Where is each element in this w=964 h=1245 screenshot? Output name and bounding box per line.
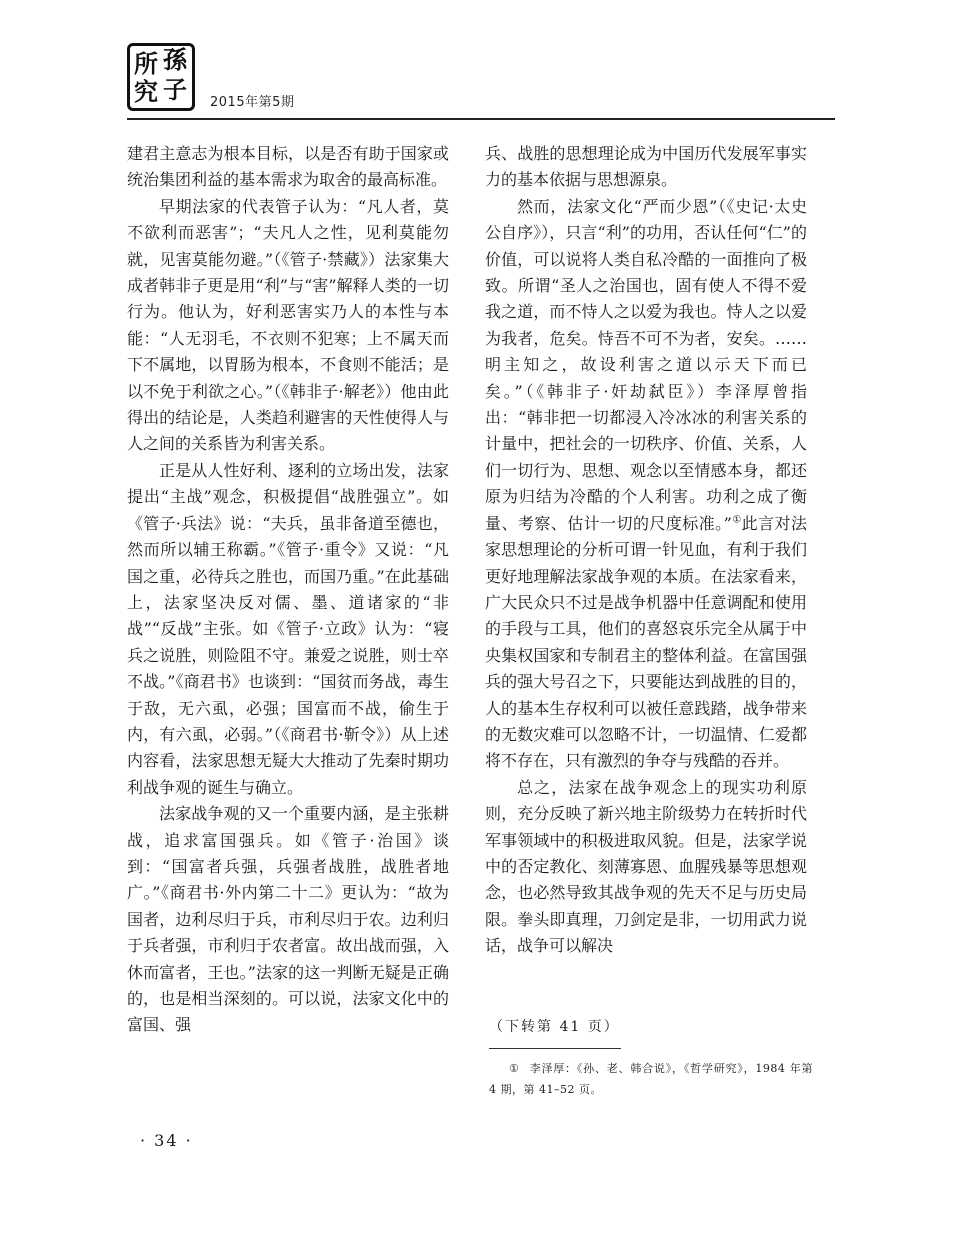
footnote [489,1058,813,1100]
paragraph: 总之，法家在战争观念上的现实功利原则，充分反映了新兴地主阶级势力在转折时代军事领域中的积极进取风貌。但是，法家学说中的否定教化、刻薄寡恩、血腥残暴等思想观念，也必然导致其战争观的先天不足与历史局限。拳头即真理，刀剑定是非，一切用武力说话，战争可以解决 [485,777,807,956]
paragraph-with-footnote [485,194,807,775]
right-column [485,141,807,960]
paragraph: 兵、战胜的思想理论成为中国历代发展军事实力的基本依据与思想源泉。 [485,144,807,190]
logo-char: 子 [163,75,187,104]
footnote-reference[interactable]: ① [731,514,742,526]
issue-label: 2015年第5期 [210,95,295,110]
journal-logo [127,43,195,111]
paragraph-text: 此言对法家思想理论的分析可谓一针见血，有利于我们更好地理解法家战争观的本质。在法家看来，广大民众只不过是战争机器中任意调配和使用的手段与工具，他们的喜怒哀乐完全从属于中央集权国家和专制君主的整体利益。在富国强兵的强大号召之下，只要能达到战胜的目的，人的基本生存权利可以被任意践踏，战争带来的无数灾难可以忽略不计，一切温情、仁爱都将不存在，只有激烈的争夺与残酷的吞并。 [485,513,807,771]
logo-char: 所 [134,49,158,78]
header-divider [127,118,835,120]
footnote-divider [489,1048,621,1049]
footnote-mark: ① [509,1062,520,1075]
paragraph-text: 然而，法家文化“严而少恩”（《史记·太史公自序》），只言“利”的功用，否认任何“仁”的价值，可以说将人类自私冷酷的一面推向了极致。所谓“圣人之治国也，固有使人不得不爱我之道，而不恃人之以爱为我也。恃人之以爱为我者，危矣。恃吾不可不为者，安矣。……明主知之，故设利害之道以示天下而已矣。”（《韩非子·奸劫弑臣》）李泽厚曾指出：“韩非把一切都浸入冷冰冰的利害关系的计量中，把社会的一切秩序、价值、关系，人们一切行为、思想、观念以至情感本身，都还原为归结为冷酷的个人利害。功利之成了衡量、考察、估计一切的尺度标准。” [485,196,807,533]
left-column [127,141,449,1039]
paragraph: 早期法家的代表管子认为：“凡人者，莫不欲利而恶害”；“夫凡人之性，见利莫能勿就，见害莫能勿避。”（《管子·禁藏》）法家集大成者韩非子更是用“利”与“害”解释人类的一切行为。他认为，好利恶害实乃人的本性与本能：“人无羽毛，不衣则不犯寒；上不属天而下不属地，以胃肠为根本，不食则不能活；是以不免于利欲之心。”（《韩非子·解老》）他由此得出的结论是，人类趋利避害的天性使得人与人之间的关系皆为利害关系。 [127,196,449,454]
page-number: · 34 · [140,1131,193,1150]
paragraph: 法家战争观的又一个重要内涵，是主张耕战，追求富国强兵。如《管子·治国》谈到：“国富者兵强，兵强者战胜，战胜者地广。”《商君书·外内第二十二》更认为：“故为国者，边利尽归于兵，市利尽归于农。边利归于兵者强，市利归于农者富。故出战而强，入休而富者，王也。”法家的这一判断无疑是正确的，也是相当深刻的。可以说，法家文化中的富国、强 [127,804,449,1035]
continued-on-page: （下转第 41 页） [489,1019,620,1035]
footnote-text: 李泽厚：《孙、老、韩合说》，《哲学研究》，1984 年第 4 期，第 41–52 页。 [489,1062,813,1096]
logo-char: 究 [134,77,158,106]
paragraph: 建君主意志为根本目标，以是否有助于国家或统治集团利益的基本需求为取舍的最高标准。 [127,144,449,190]
logo-char: 孫 [163,45,187,74]
paragraph: 正是从人性好利、逐利的立场出发，法家提出“主战”观念，积极提倡“战胜强立”。如《管子·兵法》说：“夫兵，虽非备道至德也，然而所以辅王称霸。”《管子·重令》又说：“凡国之重，必待兵之胜也，而国乃重。”在此基础上，法家坚决反对儒、墨、道诸家的“非战”“反战”主张。如《管子·立政》认为：“寝兵之说胜，则险阻不守。兼爱之说胜，则士卒不战。”《商君书》也谈到：“国贫而务战，毒生于敌，无六虱，必强；国富而不战，偷生于内，有六虱，必弱。”（《商君书·靳令》）从上述内容看，法家思想无疑大大推动了先秦时期功利战争观的诞生与确立。 [127,460,449,797]
